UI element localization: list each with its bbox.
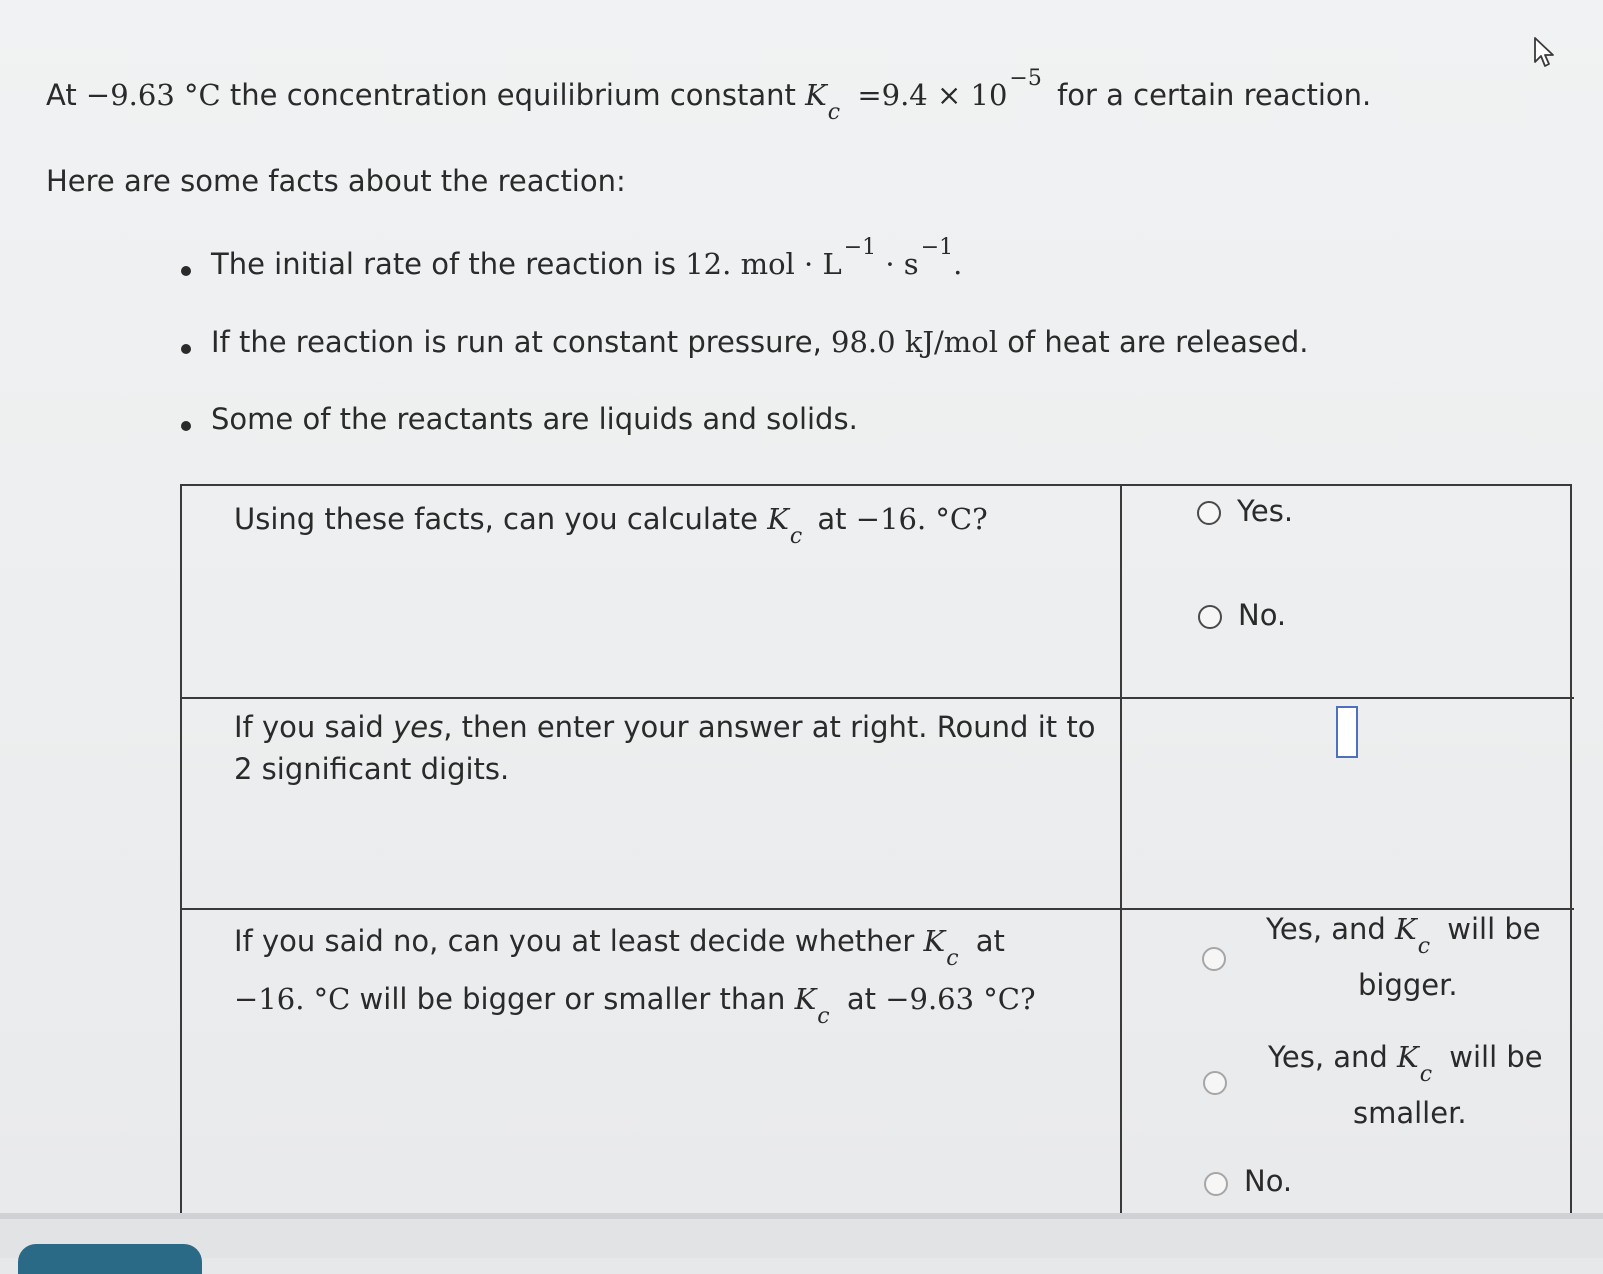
bullet-icon [181,421,191,431]
kc-symbol: K [794,982,817,1016]
fact-heat [211,325,1309,359]
table-divider [182,908,1574,910]
fact-heat-text1: If the reaction is run at constant pressure, [211,325,822,359]
q3-line1-b: at [975,924,1005,958]
fact-heat-text2: of heat are released. [1007,325,1309,359]
kc-symbol: K [1397,1040,1419,1074]
q3-temperature-2: −9.63 °C? [885,982,1036,1016]
radio-no-decide-label[interactable]: No. [1244,1164,1293,1198]
fact-rate-exp2: −1 [920,235,954,260]
q2-yes: yes [393,710,444,744]
opt1-b: will be [1447,912,1541,946]
bullet-icon [181,344,191,354]
kc-value: =9.4 × 10 [857,78,1008,112]
kc-symbol: K [767,502,789,536]
fact-rate-value: 12. mol · L [685,247,842,281]
answer-input[interactable] [1336,706,1358,758]
kc-subscript: c [789,524,803,549]
q1-text: Using these facts, can you calculate [234,502,758,536]
opt2-b: will be [1449,1040,1543,1074]
radio-bigger-label-2[interactable]: bigger. [1358,968,1458,1002]
q1-at: at [817,502,847,536]
kc-exponent: −5 [1009,66,1042,91]
fact-rate-end: . [953,247,963,281]
opt1-a: Yes, and [1266,912,1386,946]
radio-bigger-label-1[interactable] [1266,912,1541,959]
kc-subscript: c [827,100,841,125]
bullet-icon [181,266,191,276]
statement-end: for a certain reaction. [1057,78,1372,112]
fact-phases: Some of the reactants are liquids and solids. [211,402,858,436]
q2-text-b: , then enter your answer at right. Round it to [443,710,1096,744]
fact-heat-value: 98.0 kJ/mol [831,325,999,359]
radio-no[interactable] [1198,605,1222,629]
fact-rate-exp1: −1 [843,235,877,260]
radio-no-decide[interactable] [1204,1172,1228,1196]
kc-symbol: K [1395,912,1417,946]
q3-line2-a: will be bigger or smaller than [359,982,786,1016]
problem-statement [46,66,1372,125]
question-compare-kc [234,914,1036,1030]
q3-line2-b: at [846,982,876,1016]
q2-text-c: 2 significant digits. [234,752,510,786]
radio-smaller[interactable] [1203,1071,1227,1095]
q2-text-a: If you said [234,710,384,744]
q1-temperature: −16. °C? [855,502,988,536]
kc-subscript: c [1417,934,1431,959]
radio-bigger[interactable] [1202,947,1226,971]
kc-subscript: c [946,946,959,971]
kc-subscript: c [1419,1062,1433,1087]
facts-intro: Here are some facts about the reaction: [46,164,626,198]
fact-rate-text: The initial rate of the reaction is [211,247,677,281]
statement-text: the concentration equilibrium constant [229,78,796,112]
scroll-divider [0,1213,1603,1219]
radio-no-label[interactable]: No. [1238,598,1287,632]
mouse-cursor-icon [1532,36,1558,70]
question-calculate-kc [234,498,988,549]
kc-symbol: K [805,78,827,112]
fact-initial-rate [211,235,963,281]
kc-symbol: K [923,924,946,958]
table-divider [1120,486,1122,1216]
radio-yes-label[interactable]: Yes. [1237,494,1294,528]
q3-line1-a: If you said no, can you at least decide whether [234,924,915,958]
statement-temperature: −9.63 °C [85,78,221,112]
q3-temperature: −16. °C [234,982,351,1016]
kc-subscript: c [817,1004,830,1029]
radio-smaller-label-2[interactable]: smaller. [1353,1096,1467,1130]
opt2-a: Yes, and [1268,1040,1388,1074]
bottom-bar [0,1215,1603,1258]
action-button[interactable] [18,1244,202,1274]
radio-smaller-label-1[interactable] [1268,1040,1543,1087]
radio-yes[interactable] [1197,501,1221,525]
table-divider [182,697,1574,699]
statement-at: At [46,78,77,112]
question-enter-answer [234,706,1124,790]
fact-rate-mid: · s [885,247,919,281]
